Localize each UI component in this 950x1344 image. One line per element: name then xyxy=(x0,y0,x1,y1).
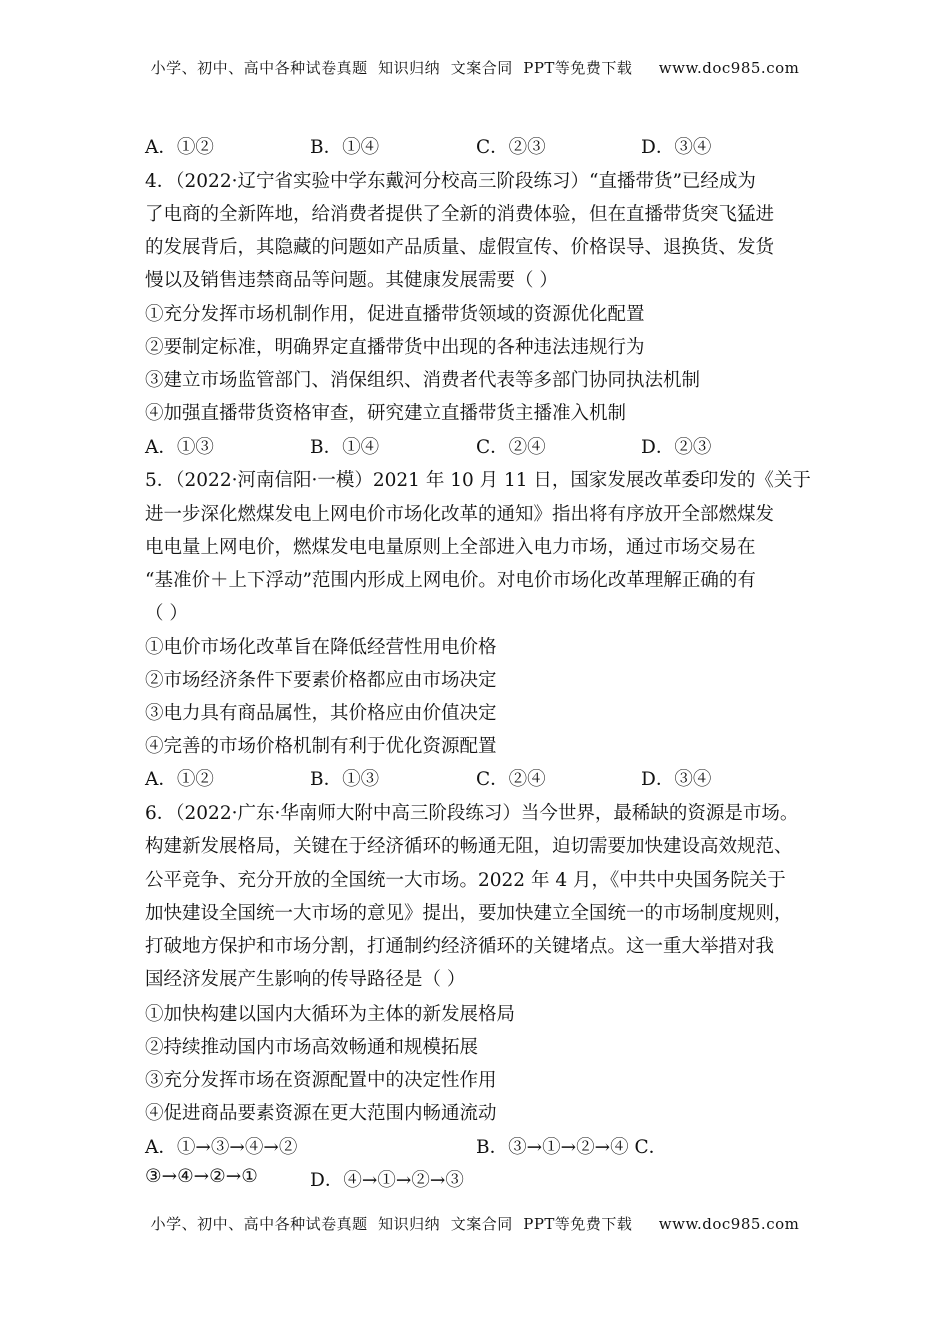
q6-statement-3: ③充分发挥市场在资源配置中的决定性作用 xyxy=(145,1070,497,1091)
page-footer: 小学、初中、高中各种试卷真题 知识归纳 文案合同 PPT等免费下载 www.doc985.com xyxy=(150,1215,800,1233)
q4-stem-line-1: 4．（2022·辽宁省实验中学东戴河分校高三阶段练习）“直播带货”已经成为 xyxy=(145,171,756,192)
q5-statement-3: ③电力具有商品属性，其价格应由价值决定 xyxy=(145,703,497,724)
q5-stem-line-2: 进一步深化燃煤发电上网电价市场化改革的通知》指出将有序放开全部燃煤发 xyxy=(145,504,775,525)
q3-option-c: C．②③ xyxy=(476,137,546,158)
q6-option-d: D．④→①→②→③ xyxy=(310,1170,464,1191)
q4-option-d: D．②③ xyxy=(641,437,712,458)
q6-stem-line-6: 国经济发展产生影响的传导路径是（ ） xyxy=(145,969,466,990)
q4-option-b: B．①④ xyxy=(310,437,380,458)
q5-stem-line-3: 电电量上网电价，燃煤发电电量原则上全部进入电力市场，通过市场交易在 xyxy=(145,537,756,558)
q3-option-a: A．①② xyxy=(145,137,214,158)
q5-option-a: A．①② xyxy=(145,769,214,790)
q4-stem-line-4: 慢以及销售违禁商品等问题。其健康发展需要（ ） xyxy=(145,270,558,291)
q4-statement-2: ②要制定标准，明确界定直播带货中出现的各种违法违规行为 xyxy=(145,337,645,358)
q5-statement-4: ④完善的市场价格机制有利于优化资源配置 xyxy=(145,736,497,757)
q6-statement-1: ①加快构建以国内大循环为主体的新发展格局 xyxy=(145,1004,516,1025)
q4-statement-4: ④加强直播带货资格审查，研究建立直播带货主播准入机制 xyxy=(145,403,627,424)
q6-option-b-c: B．③→①→②→④ C． xyxy=(476,1137,668,1158)
q5-option-b: B．①③ xyxy=(310,769,380,790)
q5-statement-1: ①电价市场化改革旨在降低经营性用电价格 xyxy=(145,637,497,658)
q3-option-b: B．①④ xyxy=(310,137,380,158)
q4-statement-1: ①充分发挥市场机制作用，促进直播带货领域的资源优化配置 xyxy=(145,304,645,325)
q6-option-a: A．①→③→④→② xyxy=(145,1137,298,1158)
q5-option-c: C．②④ xyxy=(476,769,546,790)
q6-stem-line-1: 6．（2022·广东·华南师大附中高三阶段练习）当今世界，最稀缺的资源是市场。 xyxy=(145,803,799,824)
q6-statement-4: ④促进商品要素资源在更大范围内畅通流动 xyxy=(145,1103,497,1124)
q4-statement-3: ③建立市场监管部门、消保组织、消费者代表等多部门协同执法机制 xyxy=(145,370,701,391)
q6-stem-line-4: 加快建设全国统一大市场的意见》提出，要加快建立全国统一的市场制度规则， xyxy=(145,903,793,924)
q6-stem-line-2: 构建新发展格局，关键在于经济循环的畅通无阻，迫切需要加快建设高效规范、 xyxy=(145,836,793,857)
q5-stem-line-5: （ ） xyxy=(145,603,188,624)
q4-stem-line-3: 的发展背后，其隐藏的问题如产品质量、虚假宣传、价格误导、退换货、发货 xyxy=(145,237,775,258)
q4-option-a: A．①③ xyxy=(145,437,214,458)
q4-stem-line-2: 了电商的全新阵地，给消费者提供了全新的消费体验，但在直播带货突飞猛进 xyxy=(145,204,775,225)
q3-option-d: D．③④ xyxy=(641,137,712,158)
q6-option-c-continued: ③→④→②→① xyxy=(145,1166,258,1187)
q6-stem-line-5: 打破地方保护和市场分割，打通制约经济循环的关键堵点。这一重大举措对我 xyxy=(145,936,775,957)
page-header: 小学、初中、高中各种试卷真题 知识归纳 文案合同 PPT等免费下载 www.doc985.com xyxy=(150,59,800,77)
q6-stem-line-3: 公平竞争、充分开放的全国统一大市场。2022 年 4 月，《中共中央国务院关于 xyxy=(145,870,786,891)
q5-option-d: D．③④ xyxy=(641,769,712,790)
q6-statement-2: ②持续推动国内市场高效畅通和规模拓展 xyxy=(145,1037,479,1058)
q5-stem-line-4: “基准价＋上下浮动”范围内形成上网电价。对电价市场化改革理解正确的有 xyxy=(145,570,756,591)
q5-statement-2: ②市场经济条件下要素价格都应由市场决定 xyxy=(145,670,497,691)
q4-option-c: C．②④ xyxy=(476,437,546,458)
q5-stem-line-1: 5．（2022·河南信阳·一模）2021 年 10 月 11 日，国家发展改革委印发的《关于 xyxy=(145,470,811,491)
